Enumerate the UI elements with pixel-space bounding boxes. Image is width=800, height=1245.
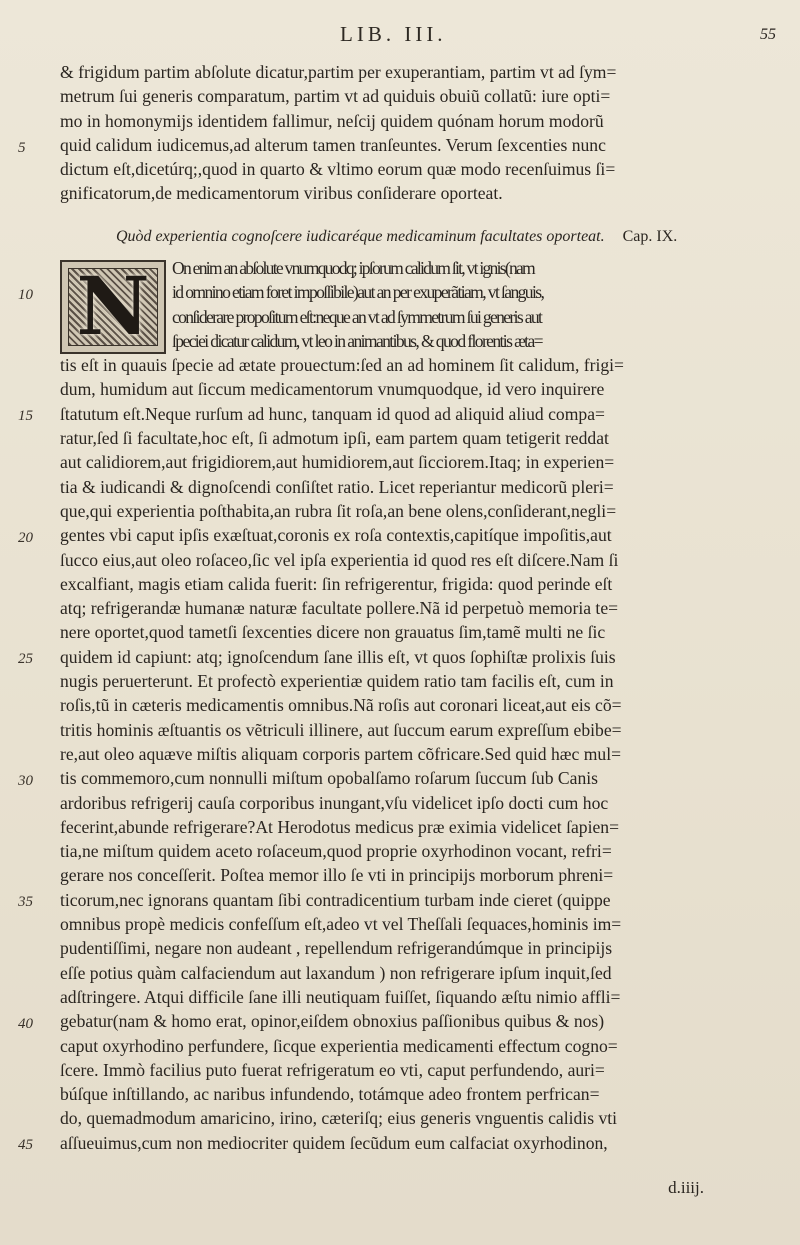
chapter-heading (116, 228, 776, 246)
text-line: dictum eſt,dicetúrq;,quod in quarto & vltimo eorum quæ modo recenſuimus ſi= (60, 159, 616, 180)
signature-mark: d.iiij. (668, 1178, 704, 1197)
text-line: & frigidum partim abſolute dicatur,partim per exuperantiam, partim vt ad ſym= (60, 62, 617, 82)
line-number: 5 (18, 140, 26, 156)
text-block-intro (60, 60, 760, 206)
text-line: búſque inſtillando, ac naribus infundendo, totámque adeo frontem perfrican= (60, 1084, 600, 1105)
text-line: On enim an abſolute vnumquodq; ipſorum calidum ſit, vt ignis(nam (172, 258, 534, 278)
text-line: conſiderare propoſitum eſt:neque an vt ad ſymmetrum ſui generis aut (172, 306, 542, 327)
text-line: ſcere. Immò facilius puto fuerat refrigeratum eo vti, caput perfundendo, auri= (60, 1059, 605, 1080)
line-number: 35 (18, 894, 33, 910)
text-line: tis commemoro,cum nonnulli miſtum opobalſamo roſarum ſuccum ſub Canis (60, 768, 599, 789)
line-number: 30 (18, 773, 33, 789)
text-line: gnificatorum,de medicamentorum viribus conſiderare oporteat. (60, 183, 503, 204)
text-line: nugis peruerterunt. Et profectò experientiæ quidem ratio tam facilis eſt, cum in (60, 671, 614, 692)
chapter-number: Cap. IX. (622, 228, 678, 245)
text-line: fecerint,abunde refrigerare?At Herodotus medicus præ eximia videlicet ſapien= (60, 816, 620, 837)
line-number: 20 (18, 530, 33, 546)
text-line: ardoribus refrigerij cauſa corporibus inungant,vſu videlicet ipſo docti cum hoc (60, 792, 609, 813)
text-line: gebatur(nam & homo erat, opinor,eiſdem obnoxius paſſionibus quibus & nos) (60, 1011, 605, 1032)
text-line: gentes vbi caput ipſis exæſtuat,coronis ex roſa contextis,capitíque impoſitis,aut (60, 525, 612, 546)
text-line: nere oportet,quod tametſi ſexcenties dicere non grauatus ſim,tamẽ multi ne ſic (60, 622, 606, 643)
text-line: do, quemadmodum amaricino, irino, cæteriſq; eius generis vnguentis calidis vti (60, 1108, 618, 1129)
page-number: 55 (760, 26, 776, 43)
text-line: eſſe potius quàm calfaciendum aut laxandum ) non refrigerare ipſum inquit,ſed (60, 962, 612, 983)
initial-letter: N (76, 259, 150, 353)
chapter-title: Quòd experientia cognoſcere iudicaréque medicaminum facultates oporteat. (116, 228, 605, 245)
text-line: adſtringere. Atqui difficile ſane illi neutiquam fuiſſet, ſiquando æſtu nimio affli= (60, 986, 621, 1007)
text-line: omnibus propè medicis confeſſum eſt,adeo vt vel Theſſali ſequaces,hominis im= (60, 914, 622, 935)
text-line: aſſueuimus,cum non mediocriter quidem ſecũdum eum calfaciat oxyrhodinon, (60, 1132, 608, 1153)
text-line: tia,ne miſtum quidem aceto roſaceum,quod proprie oxyrhodinon vocant, refri= (60, 841, 612, 862)
text-body (60, 353, 760, 1155)
text-line: excalfiant, magis etiam calida fuerit: ſin refrigerentur, frigida: quod perinde eſt (60, 573, 613, 594)
text-line: quid calidum iudicemus,ad alterum tamen tranſeuntes. Verum ſexcenties nunc (60, 134, 606, 155)
text-line: ratur,ſed ſi facultate,hoc eſt, ſi admotum ipſi, eam partem quam tetigerit reddat (60, 428, 609, 449)
text-line: mo in homonymijs identidem fallimur, neſcij quidem quónam horum modorũ (60, 110, 604, 131)
text-line: tis eſt in quauis ſpecie ad ætate prouectum:ſed an ad hominem ſit calidum, frigi= (60, 355, 624, 376)
text-line: roſis,tũ in cæteris medicamentis omnibus.Nã roſis aut coronari liceat,aut eis cõ= (60, 695, 622, 716)
text-line: ſucco eius,aut oleo roſaceo,ſic vel ipſa experientia id quod res eſt diſcere.Nam ſi (60, 549, 619, 570)
text-line: tia & iudicandi & dignoſcendi conſiſtet ratio. Licet reperiantur medicorũ pleri= (60, 476, 614, 497)
text-line: ticorum,nec ignorans quantam ſibi contradicentium turbam inde cieret (quippe (60, 889, 611, 910)
page-header (0, 20, 800, 50)
text-line: pudentiſſimi, negare non audeant , repellendum refrigerandúmque in principijs (60, 938, 613, 959)
text-line: atq; refrigerandæ humanæ naturæ facultate pollere.Nã id perpetuò memoria te= (60, 598, 619, 619)
text-line: gerare nos conceſſerit. Poſtea memor illo ſe vti in principijs morborum phreni= (60, 865, 614, 886)
line-number: 45 (18, 1137, 33, 1153)
text-line: quidem id capiunt: atq; ignoſcendum ſane illis eſt, vt quos ſophiſtæ prolixis ſuis (60, 646, 616, 667)
text-line: metrum ſui generis comparatum, partim vt ad quiduis obuiũ collatũ: iure opti= (60, 86, 611, 107)
line-number: 25 (18, 651, 33, 667)
text-line: re,aut oleo aquæve miſtis aliquam corporis partem cõfricare.Sed quid hæc mul= (60, 743, 622, 764)
text-line: dum, humidum aut ſiccum medicamentorum vnumquodque, id vero inquirere (60, 379, 605, 400)
text-line: ſtatutum eſt.Neque rurſum ad hunc, tanquam id quod ad aliquid aliud compa= (60, 403, 605, 424)
text-line: ſpeciei dicatur calidum, vt leo in animantibus, & quod florentis æta= (172, 330, 542, 351)
text-line: tritis hominis æſtuantis os vẽtriculi illinere, aut ſuccum earum expreſſum ebibe= (60, 719, 622, 740)
text-line: id omnino etiam foret impoſſibile)aut an per exuperãtiam, vt ſanguis, (172, 282, 544, 303)
text-block-chapter (60, 256, 760, 1155)
line-number: 40 (18, 1016, 33, 1032)
line-number: 10 (18, 287, 33, 303)
text-line: aut calidiorem,aut frigidiorem,aut humidiorem,aut ſicciorem.Itaq; in experien= (60, 452, 615, 473)
text-line: que,qui experientia poſthabita,an rubra ſit roſa,an bene olens,conſiderant,negli= (60, 500, 617, 521)
line-number: 15 (18, 408, 33, 424)
text-line: caput oxyrhodino perfundere, ſicque experientia medicamenti effectum cogno= (60, 1035, 618, 1056)
running-head: LIB. III. (340, 22, 447, 46)
